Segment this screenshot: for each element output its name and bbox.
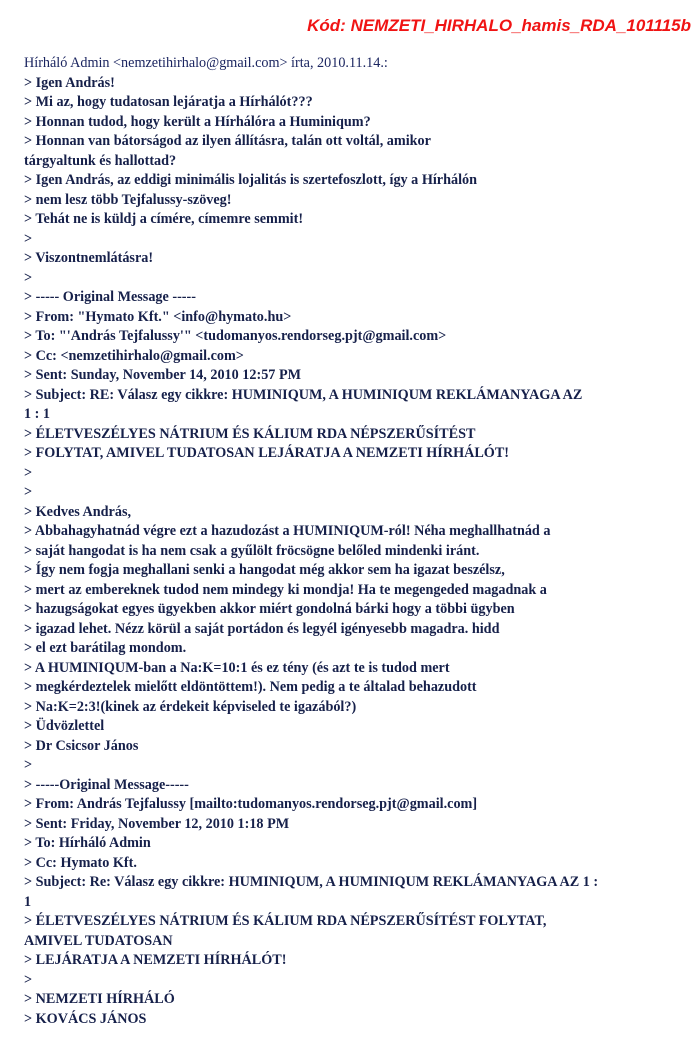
email-line: > Cc: <nemzetihirhalo@gmail.com> xyxy=(24,347,244,364)
email-line: > Sent: Sunday, November 14, 2010 12:57 PM xyxy=(24,367,301,383)
email-line: 1 xyxy=(24,893,32,910)
email-line: > FOLYTAT, AMIVEL TUDATOSAN LEJÁRATJA A NEMZETI HÍRHÁLÓT! xyxy=(24,445,510,461)
email-line: > A HUMINIQUM-ban a Na:K=10:1 és ez tény (és azt te is tudod mert xyxy=(24,659,450,676)
email-line: > To: Hírháló Admin xyxy=(24,835,151,851)
email-line: > Tehát ne is küldj a címére, címemre semmit! xyxy=(24,211,304,227)
email-line: AMIVEL TUDATOSAN xyxy=(24,932,173,949)
email-thread xyxy=(24,54,684,1029)
email-line: > nem lesz több Tejfalussy-szöveg! xyxy=(24,191,232,208)
email-line: > Mi az, hogy tudatosan lejáratja a Hírhálót??? xyxy=(24,94,313,110)
email-line: > Honnan van bátorságod az ilyen állításra, talán ott voltál, amikor xyxy=(24,133,431,149)
email-line: > NEMZETI HÍRHÁLÓ xyxy=(24,991,175,1007)
email-line: > Honnan tudod, hogy került a Hírhálóra a Huminiqum? xyxy=(24,113,371,130)
email-line: > megkérdeztelek mielőtt eldöntöttem!). Nem pedig a te általad behazudott xyxy=(24,679,477,695)
email-line: > el ezt barátilag mondom. xyxy=(24,640,187,656)
email-line: > Viszontnemlátásra! xyxy=(24,250,154,266)
email-line: > xyxy=(24,230,33,247)
email-line: > Így nem fogja meghallani senki a hangodat még akkor sem ha igazat beszélsz, xyxy=(24,562,505,578)
email-line: > Subject: RE: Válasz egy cikkre: HUMINIQUM, A HUMINIQUM REKLÁMANYAGA AZ xyxy=(24,386,583,403)
email-line: > Abbahagyhatnád végre ezt a hazudozást a HUMINIQUM-ról! Néha meghallhatnád a xyxy=(24,523,551,539)
email-line: > xyxy=(24,484,33,500)
email-line: > From: András Tejfalussy [mailto:tudomanyos.rendorseg.pjt@gmail.com] xyxy=(24,796,478,812)
email-line: > Cc: Hymato Kft. xyxy=(24,854,137,871)
email-line: > To: "'András Tejfalussy'" <tudomanyos.rendorseg.pjt@gmail.com> xyxy=(24,328,447,344)
email-line: > Üdvözlettel xyxy=(24,718,105,734)
email-line: > Subject: Re: Válasz egy cikkre: HUMINIQUM, A HUMINIQUM REKLÁMANYAGA AZ 1 : xyxy=(24,874,599,890)
email-line: > KOVÁCS JÁNOS xyxy=(24,1010,147,1027)
email-line: > Igen András, az eddigi minimális lojalitás is szertefoszlott, így a Hírhálón xyxy=(24,172,478,188)
email-line: > xyxy=(24,464,33,481)
email-line: > ----- Original Message ----- xyxy=(24,289,196,305)
email-line: > ÉLETVESZÉLYES NÁTRIUM ÉS KÁLIUM RDA NÉPSZERŰSÍTÉST FOLYTAT, xyxy=(24,913,547,929)
email-line: > xyxy=(24,971,33,988)
document-code: Kód: NEMZETI_HIRHALO_hamis_RDA_101115b xyxy=(307,16,691,35)
email-line: 1 : 1 xyxy=(24,406,51,422)
email-line: > igazad lehet. Nézz körül a saját portádon és legyél igényesebb magadra. hidd xyxy=(24,620,500,637)
email-line: > xyxy=(24,757,33,773)
email-line: > hazugságokat egyes ügyekben akkor miért gondolná bárki hogy a többi ügyben xyxy=(24,601,515,617)
email-line: tárgyaltunk és hallottad? xyxy=(24,152,177,169)
email-line: > xyxy=(24,269,33,286)
email-line: > mert az embereknek tudod nem mindegy ki mondja! Ha te megengeded magadnak a xyxy=(24,581,547,598)
email-line: > Kedves András, xyxy=(24,503,132,520)
email-line: > Na:K=2:3!(kinek az érdekeit képviseled te igazából?) xyxy=(24,698,357,715)
email-header-line: Hírháló Admin <nemzetihirhalo@gmail.com> írta, 2010.11.14.: xyxy=(24,55,388,71)
email-line: > ÉLETVESZÉLYES NÁTRIUM ÉS KÁLIUM RDA NÉPSZERŰSÍTÉST xyxy=(24,425,476,442)
email-line: > From: "Hymato Kft." <info@hymato.hu> xyxy=(24,308,292,325)
email-line: > -----Original Message----- xyxy=(24,776,189,793)
email-line: > Sent: Friday, November 12, 2010 1:18 PM xyxy=(24,815,290,832)
email-line: > LEJÁRATJA A NEMZETI HÍRHÁLÓT! xyxy=(24,952,287,968)
email-line: > Igen András! xyxy=(24,74,115,91)
email-line: > Dr Csicsor János xyxy=(24,737,139,754)
email-line: > saját hangodat is ha nem csak a gyűlölt fröcsögne belőled mindenki iránt. xyxy=(24,542,480,559)
